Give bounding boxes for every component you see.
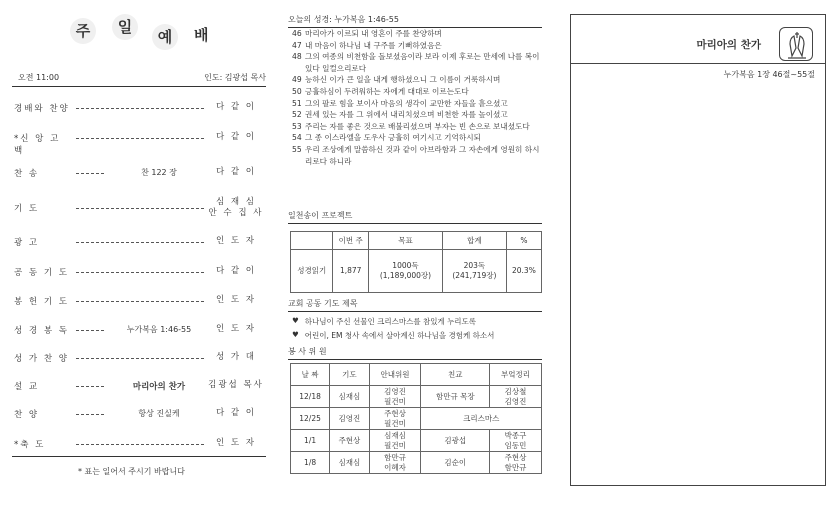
fellowship-cell: 김순이 [421, 452, 490, 474]
col-header: % [506, 232, 541, 250]
verse [292, 132, 542, 144]
order-detail: 누가복음 1:46-55 [104, 324, 214, 335]
order-label: 찬 송 [14, 169, 40, 179]
verse-number: 48 [292, 52, 302, 62]
order-detail: 항상 진실케 [104, 408, 214, 419]
verse [292, 121, 542, 133]
info-panel [288, 10, 542, 500]
order-row [14, 234, 270, 254]
verse-number: 54 [292, 133, 302, 143]
order-label: *신 앙 고 백 [14, 134, 61, 156]
order-row [14, 350, 270, 370]
service-leader: 인도: 김광섭 목사 [204, 73, 266, 82]
verse-number: 52 [292, 110, 302, 120]
order-row [14, 406, 270, 426]
time-leader-row [18, 72, 266, 83]
order-label: 성 가 찬 양 [14, 354, 69, 364]
this-week-cell: 1,877 [333, 250, 369, 293]
row-label: 성경읽기 [291, 250, 333, 293]
heart-icon: ♥ [292, 330, 299, 339]
order-row [14, 293, 270, 313]
order-performer: 인 도 자 [215, 236, 257, 246]
reading-header: 오늘의 성경: 누가복음 1:46-55 [288, 14, 542, 28]
verse-text: 그의 여종의 비천함을 돌보셨음이라 보라 이제 후로는 만세에 나를 복이 있다 일컬으리로다 [305, 52, 540, 73]
verse-number: 53 [292, 121, 302, 131]
divider [12, 456, 266, 457]
order-performer: 심 재 심 안 수 집 사 [208, 197, 264, 218]
order-label: 찬 양 [14, 410, 40, 420]
verse [292, 98, 542, 110]
order-performer: 다 같 이 [215, 167, 257, 177]
verse-text: 마리아가 이르되 내 영혼이 주를 찬양하며 [305, 29, 442, 38]
verse [292, 28, 542, 40]
date-cell: 12/18 [291, 386, 330, 408]
prayer-text: 하나님이 주신 선물인 크리스마스를 참있게 누리도록 [304, 317, 477, 326]
leader-dots [76, 138, 204, 139]
col-header: 안내위원 [369, 364, 421, 386]
col-header: 이번 주 [333, 232, 369, 250]
order-row [14, 165, 270, 185]
col-header: 부엌정리 [490, 364, 542, 386]
order-row [14, 197, 270, 220]
verse [292, 144, 542, 167]
service-table [290, 363, 542, 474]
order-label: 광 고 [14, 238, 40, 248]
prayer-header: 교회 공동 기도 제목 [288, 298, 542, 312]
leader-dots [76, 358, 204, 359]
project-header: 일천송이 프로젝트 [288, 210, 542, 224]
verse-text: 권세 있는 자를 그 위에서 내리치셨으며 비천한 자를 높이셨고 [305, 110, 508, 120]
usher-cell: 함만규 이혜자 [369, 452, 421, 474]
prayer-cell: 김영진 [330, 408, 369, 430]
order-row [14, 100, 270, 120]
verse [292, 74, 542, 86]
verse-text: 긍휼하심이 두려워하는 자에게 대대로 이르는도다 [305, 86, 469, 96]
goal-cell: 1000독 (1,189,000장) [368, 250, 442, 293]
leader-dots [76, 108, 204, 109]
fellowship-cell: 함만규 목장 [421, 386, 490, 408]
verse-text: 주리는 자를 좋은 것으로 배불리셨으며 부자는 빈 손으로 보내셨도다 [305, 121, 530, 131]
verse-number: 49 [292, 75, 302, 85]
table-row [291, 408, 542, 430]
usher-cell: 심재심 필건미 [369, 430, 421, 452]
leader-dots [76, 272, 204, 273]
order-row [14, 130, 270, 156]
leader-dots [76, 444, 204, 445]
sermon-reference: 누가복음 1장 46절~55절 [723, 70, 815, 79]
verse-text: 그 종 이스라엘을 도우사 긍휼히 여기시고 기억하시되 [305, 133, 481, 143]
prayer-item [292, 316, 476, 327]
prayer-text: 어린이, EM 청사 속에서 살아계신 하나님을 경험케 하소서 [304, 331, 495, 340]
order-performer: 다 같 이 [215, 102, 257, 112]
usher-cell: 김영진 필건미 [369, 386, 421, 408]
verse-number: 46 [292, 29, 302, 38]
verse [292, 40, 542, 52]
verse [292, 51, 542, 74]
order-row [14, 322, 270, 342]
order-detail: 찬 122 장 [104, 167, 214, 178]
verse-number: 50 [292, 86, 302, 96]
prayer-cell: 주현상 [330, 430, 369, 452]
order-performer: 인 도 자 [215, 295, 257, 305]
order-performer: 인 도 자 [215, 438, 257, 448]
divider [571, 63, 825, 64]
order-detail: 마리아의 찬가 [104, 380, 214, 392]
verse-text: 능하신 이가 큰 일을 내게 행하셨으니 그 이름이 거룩하시며 [305, 75, 501, 85]
percent-cell: 20.3% [506, 250, 541, 293]
fellowship-cell: 크리스마스 [421, 408, 542, 430]
title-char: 예 [152, 24, 178, 50]
table-row [291, 452, 542, 474]
col-header: 날 짜 [291, 364, 330, 386]
order-performer: 다 같 이 [215, 266, 257, 276]
order-row [14, 436, 270, 456]
order-label: 봉 헌 기 도 [14, 297, 69, 307]
col-header [291, 232, 333, 250]
verse [292, 109, 542, 121]
order-row [14, 264, 270, 284]
date-cell: 1/8 [291, 452, 330, 474]
service-header: 봉 사 위 원 [288, 346, 542, 360]
verse-number: 51 [292, 98, 302, 108]
leader-dots [76, 242, 204, 243]
date-cell: 12/25 [291, 408, 330, 430]
col-header: 목표 [368, 232, 442, 250]
heart-icon: ♥ [292, 316, 299, 325]
kitchen-cell: 김상철 김영진 [490, 386, 542, 408]
project-table [290, 231, 542, 293]
usher-cell: 주현상 필건미 [369, 408, 421, 430]
leader-dots [76, 301, 204, 302]
verse-number: 55 [292, 144, 302, 154]
verse-list [292, 28, 542, 167]
col-header: 합계 [442, 232, 506, 250]
verse-text: 그의 팔로 힘을 보이사 마음의 생각이 교만한 자들을 흩으셨고 [305, 98, 508, 108]
kitchen-cell: 주현상 함만규 [490, 452, 542, 474]
praying-hands-icon [779, 27, 813, 61]
table-row [291, 386, 542, 408]
order-label: 기 도 [14, 204, 40, 214]
worship-title [70, 14, 240, 54]
verse-text: 우리 조상에게 말씀하신 것과 같이 아브라함과 그 자손에게 영원히 하시리로다 하니라 [305, 144, 540, 166]
col-header: 기도 [330, 364, 369, 386]
order-performer: 다 같 이 [215, 132, 257, 142]
title-char: 주 [70, 18, 96, 44]
worship-order-panel [0, 0, 272, 507]
service-time: 오전 11:00 [18, 73, 60, 82]
title-char: 배 [194, 26, 209, 44]
sermon-notes-panel [570, 14, 826, 486]
divider [12, 86, 266, 87]
sermon-title: 마리아의 찬가 [696, 39, 761, 51]
order-label: *축 도 [14, 440, 46, 450]
order-performer: 김광섭 목사 [208, 380, 264, 390]
table-row [291, 430, 542, 452]
order-row [14, 378, 270, 398]
verse [292, 86, 542, 98]
fellowship-cell: 김광섭 [421, 430, 490, 452]
col-header: 친교 [421, 364, 490, 386]
prayer-cell: 심재심 [330, 452, 369, 474]
kitchen-cell: 박종구 임동민 [490, 430, 542, 452]
order-performer: 성 가 대 [215, 352, 257, 362]
verse-text: 내 마음이 하나님 내 구주를 기뻐하였음은 [305, 40, 442, 50]
total-cell: 203독 (241,719장) [442, 250, 506, 293]
order-performer: 다 같 이 [215, 408, 257, 418]
date-cell: 1/1 [291, 430, 330, 452]
order-label: 성 경 봉 독 [14, 326, 69, 336]
title-char: 일 [112, 14, 138, 40]
verse-number: 47 [292, 40, 302, 50]
standing-note: * 표는 일어서 주시기 바랍니다 [78, 467, 185, 476]
leader-dots [76, 208, 204, 209]
order-label: 경배와 찬양 [14, 104, 70, 114]
order-label: 공 동 기 도 [14, 268, 69, 278]
order-label: 설 교 [14, 382, 40, 392]
prayer-item [292, 330, 494, 341]
order-performer: 인 도 자 [215, 324, 257, 334]
prayer-cell: 심재심 [330, 386, 369, 408]
